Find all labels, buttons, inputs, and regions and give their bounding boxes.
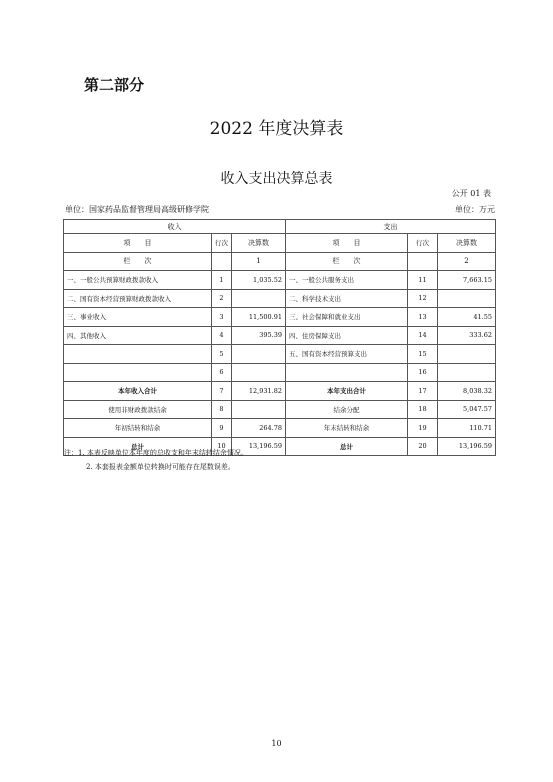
header-row-columns — [64, 234, 496, 253]
table-row — [64, 382, 496, 401]
income-row-number: 3 — [212, 308, 232, 327]
table-title: 收入支出决算总表 — [220, 171, 333, 187]
income-amount: 395.39 — [232, 326, 286, 345]
expense-amount: 41.55 — [438, 308, 496, 327]
expense-row-number: 17 — [408, 382, 438, 401]
expense-item: 四、住房保障支出 — [286, 326, 408, 345]
page-number: 10 — [271, 739, 282, 748]
header-row-column-index — [64, 252, 496, 271]
income-row-number: 2 — [212, 289, 232, 308]
table-row — [64, 326, 496, 345]
income-amount — [232, 345, 286, 364]
income-item: 总计 — [64, 437, 212, 456]
income-amount: 12,931.82 — [232, 382, 286, 401]
income-item: 本年收入合计 — [64, 382, 212, 401]
income-item — [64, 345, 212, 364]
unit-organization: 单位：国家药品监督管理局高级研修学院 — [65, 205, 209, 214]
income-item: 二、国有资本经营预算财政拨款收入 — [64, 289, 212, 308]
expense-amount — [438, 289, 496, 308]
income-header: 收入 — [64, 220, 286, 234]
income-amount: 11,500.91 — [232, 308, 286, 327]
expense-amount: 5,047.57 — [438, 400, 496, 419]
income-amount: 13,196.59 — [232, 437, 286, 456]
expense-row-number: 12 — [408, 289, 438, 308]
table-row — [64, 419, 496, 438]
expense-row-number: 15 — [408, 345, 438, 364]
income-amount — [232, 400, 286, 419]
table-code: 公开 01 表 — [451, 189, 491, 198]
income-item-header: 项 目 — [64, 234, 212, 253]
table-row — [64, 289, 496, 308]
income-row-number: 7 — [212, 382, 232, 401]
section-label: 第二部分 — [84, 76, 145, 94]
expense-column-blank — [408, 252, 438, 271]
header-row-sections — [64, 220, 496, 234]
expense-rowno-header: 行次 — [408, 234, 438, 253]
table-row — [64, 400, 496, 419]
expense-row-number: 18 — [408, 400, 438, 419]
expense-amount — [438, 363, 496, 382]
expense-row-number: 20 — [408, 437, 438, 456]
income-row-number: 4 — [212, 326, 232, 345]
income-item — [64, 363, 212, 382]
expense-row-number: 19 — [408, 419, 438, 438]
expense-item: 年末结转和结余 — [286, 419, 408, 438]
expense-item: 结余分配 — [286, 400, 408, 419]
expense-amount: 333.62 — [438, 326, 496, 345]
expense-row-number: 14 — [408, 326, 438, 345]
income-amount-header: 决算数 — [232, 234, 286, 253]
income-row-number: 1 — [212, 271, 232, 290]
income-column-label: 栏 次 — [64, 252, 212, 271]
expense-item: 二、科学技术支出 — [286, 289, 408, 308]
income-item: 一、一般公共预算财政拨款收入 — [64, 271, 212, 290]
expense-item: 本年支出合计 — [286, 382, 408, 401]
expense-amount: 7,663.15 — [438, 271, 496, 290]
expense-row-number: 16 — [408, 363, 438, 382]
expense-amount: 110.71 — [438, 419, 496, 438]
income-row-number: 6 — [212, 363, 232, 382]
income-row-number: 9 — [212, 419, 232, 438]
income-row-number: 5 — [212, 345, 232, 364]
expense-item: 总计 — [286, 437, 408, 456]
income-item: 四、其他收入 — [64, 326, 212, 345]
note-1: 注：1. 本表反映单位本年度的总收支和年末结转结余情况。 — [64, 449, 248, 457]
expense-row-number: 13 — [408, 308, 438, 327]
income-row-number: 10 — [212, 437, 232, 456]
expense-item: 三、社会保障和就业支出 — [286, 308, 408, 327]
unit-currency: 单位：万元 — [455, 205, 495, 214]
income-item: 年初结转和结余 — [64, 419, 212, 438]
expense-item: 一、一般公共服务支出 — [286, 271, 408, 290]
income-column-blank — [212, 252, 232, 271]
expense-item: 五、国有资本经营预算支出 — [286, 345, 408, 364]
table-row — [64, 345, 496, 364]
expense-item-header: 项 目 — [286, 234, 408, 253]
table-row — [64, 308, 496, 327]
income-amount — [232, 289, 286, 308]
income-amount: 1,035.52 — [232, 271, 286, 290]
expense-item — [286, 363, 408, 382]
income-item: 使用非财政拨款结余 — [64, 400, 212, 419]
income-row-number: 8 — [212, 400, 232, 419]
income-amount — [232, 363, 286, 382]
expense-amount-header: 决算数 — [438, 234, 496, 253]
expense-amount: 8,038.32 — [438, 382, 496, 401]
expense-header: 支出 — [286, 220, 496, 234]
document-title: 2022 年度决算表 — [209, 119, 344, 139]
expense-amount: 13,196.59 — [438, 437, 496, 456]
expense-row-number: 11 — [408, 271, 438, 290]
income-amount: 264.78 — [232, 419, 286, 438]
expense-column-label: 栏 次 — [286, 252, 408, 271]
table-row — [64, 271, 496, 290]
expense-column-number: 2 — [438, 252, 496, 271]
income-column-number: 1 — [232, 252, 286, 271]
budget-summary-table — [63, 219, 496, 456]
table-notes — [64, 446, 248, 474]
note-2: 2. 本套报表金额单位转换时可能存在尾数误差。 — [86, 463, 235, 471]
expense-amount — [438, 345, 496, 364]
income-rowno-header: 行次 — [212, 234, 232, 253]
table-row — [64, 363, 496, 382]
income-item: 三、事业收入 — [64, 308, 212, 327]
